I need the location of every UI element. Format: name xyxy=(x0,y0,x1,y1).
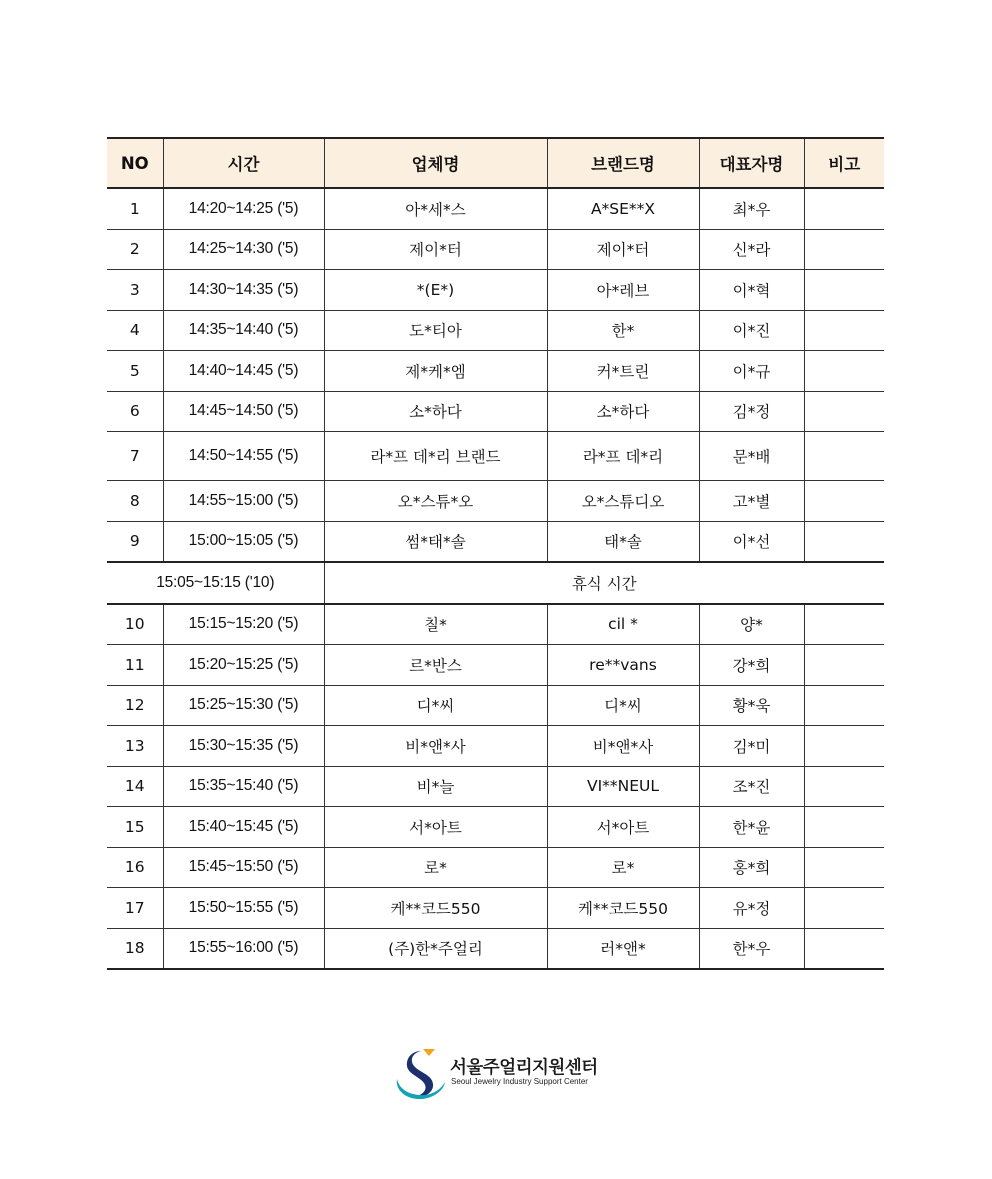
table-row xyxy=(107,928,884,969)
cell-brand: 태*솔 xyxy=(547,521,699,562)
header-brand: 브랜드명 xyxy=(547,138,699,188)
cell-brand: 소*하다 xyxy=(547,391,699,432)
cell-brand: 제이*터 xyxy=(547,229,699,270)
cell-company: 썸*태*솔 xyxy=(324,521,547,562)
cell-no: 10 xyxy=(107,604,163,645)
cell-note xyxy=(804,432,884,481)
s-stroke-shape xyxy=(407,1051,433,1097)
cell-no: 3 xyxy=(107,270,163,311)
logo-name-ko: 서울주얼리지원센터 xyxy=(450,1058,598,1078)
table-row xyxy=(107,888,884,929)
table-row xyxy=(107,229,884,270)
cell-note xyxy=(804,766,884,807)
cell-time: 15:30~15:35 ('5) xyxy=(163,726,324,767)
cell-no: 5 xyxy=(107,351,163,392)
cell-note xyxy=(804,521,884,562)
cell-company: 제*케*엠 xyxy=(324,351,547,392)
cell-ceo: 김*정 xyxy=(699,391,804,432)
table-row xyxy=(107,521,884,562)
cell-company: 비*늘 xyxy=(324,766,547,807)
table-row xyxy=(107,351,884,392)
table-row xyxy=(107,847,884,888)
table-row xyxy=(107,726,884,767)
cell-ceo: 유*정 xyxy=(699,888,804,929)
cell-time: 14:35~14:40 ('5) xyxy=(163,310,324,351)
cell-ceo: 이*진 xyxy=(699,310,804,351)
cell-ceo: 이*선 xyxy=(699,521,804,562)
table-row xyxy=(107,807,884,848)
cell-brand: re**vans xyxy=(547,645,699,686)
table-row xyxy=(107,432,884,481)
swoosh-shape xyxy=(397,1079,445,1099)
table-row xyxy=(107,188,884,229)
cell-time: 15:35~15:40 ('5) xyxy=(163,766,324,807)
cell-no: 11 xyxy=(107,645,163,686)
cell-company: 아*세*스 xyxy=(324,188,547,229)
cell-company: 소*하다 xyxy=(324,391,547,432)
cell-ceo: 문*배 xyxy=(699,432,804,481)
table-row xyxy=(107,766,884,807)
cell-company: 로* xyxy=(324,847,547,888)
break-label: 휴식 시간 xyxy=(324,562,884,604)
cell-note xyxy=(804,188,884,229)
cell-time: 14:30~14:35 ('5) xyxy=(163,270,324,311)
cell-time: 15:50~15:55 ('5) xyxy=(163,888,324,929)
cell-note xyxy=(804,645,884,686)
cell-company: 케**코드550 xyxy=(324,888,547,929)
center-logo xyxy=(394,1044,614,1102)
cell-time: 14:40~14:45 ('5) xyxy=(163,351,324,392)
cell-no: 18 xyxy=(107,928,163,969)
cell-note xyxy=(804,351,884,392)
cell-time: 15:25~15:30 ('5) xyxy=(163,685,324,726)
cell-time: 15:40~15:45 ('5) xyxy=(163,807,324,848)
cell-no: 16 xyxy=(107,847,163,888)
table-row xyxy=(107,270,884,311)
cell-no: 12 xyxy=(107,685,163,726)
cell-company: 라*프 데*리 브랜드 xyxy=(324,432,547,481)
cell-brand: 라*프 데*리 xyxy=(547,432,699,481)
header-time: 시간 xyxy=(163,138,324,188)
cell-no: 9 xyxy=(107,521,163,562)
cell-time: 14:55~15:00 ('5) xyxy=(163,481,324,522)
header-row xyxy=(107,138,884,188)
cell-time: 14:20~14:25 ('5) xyxy=(163,188,324,229)
cell-ceo: 최*우 xyxy=(699,188,804,229)
cell-ceo: 이*혁 xyxy=(699,270,804,311)
table-row xyxy=(107,604,884,645)
cell-no: 6 xyxy=(107,391,163,432)
cell-brand: 한* xyxy=(547,310,699,351)
cell-brand: 비*앤*사 xyxy=(547,726,699,767)
cell-brand: 러*앤* xyxy=(547,928,699,969)
cell-company: 제이*터 xyxy=(324,229,547,270)
cell-brand: A*SE**X xyxy=(547,188,699,229)
cell-ceo: 홍*희 xyxy=(699,847,804,888)
cell-brand: 케**코드550 xyxy=(547,888,699,929)
cell-no: 4 xyxy=(107,310,163,351)
cell-ceo: 조*진 xyxy=(699,766,804,807)
table-row xyxy=(107,645,884,686)
table-row xyxy=(107,685,884,726)
cell-no: 13 xyxy=(107,726,163,767)
jewelry-s-logo-icon xyxy=(394,1044,450,1102)
cell-company: 서*아트 xyxy=(324,807,547,848)
schedule-rows-after-break xyxy=(107,604,884,970)
cell-note xyxy=(804,847,884,888)
cell-note xyxy=(804,928,884,969)
cell-time: 15:00~15:05 ('5) xyxy=(163,521,324,562)
cell-ceo: 강*희 xyxy=(699,645,804,686)
cell-note xyxy=(804,726,884,767)
cell-ceo: 황*욱 xyxy=(699,685,804,726)
cell-no: 2 xyxy=(107,229,163,270)
schedule-rows-before-break xyxy=(107,188,884,562)
cell-no: 14 xyxy=(107,766,163,807)
cell-no: 8 xyxy=(107,481,163,522)
cell-company: 르*반스 xyxy=(324,645,547,686)
table-row xyxy=(107,481,884,522)
cell-time: 15:55~16:00 ('5) xyxy=(163,928,324,969)
cell-note xyxy=(804,888,884,929)
cell-ceo: 양* xyxy=(699,604,804,645)
cell-note xyxy=(804,481,884,522)
cell-note xyxy=(804,310,884,351)
cell-company: *(E*) xyxy=(324,270,547,311)
cell-time: 14:45~14:50 ('5) xyxy=(163,391,324,432)
cell-company: 비*앤*사 xyxy=(324,726,547,767)
table-row xyxy=(107,310,884,351)
cell-brand: 아*레브 xyxy=(547,270,699,311)
cell-note xyxy=(804,391,884,432)
cell-brand: VI**NEUL xyxy=(547,766,699,807)
cell-company: 도*티아 xyxy=(324,310,547,351)
cell-no: 15 xyxy=(107,807,163,848)
header-ceo: 대표자명 xyxy=(699,138,804,188)
header-no: NO xyxy=(107,138,163,188)
cell-company: (주)한*주얼리 xyxy=(324,928,547,969)
cell-brand: 커*트린 xyxy=(547,351,699,392)
cell-note xyxy=(804,807,884,848)
cell-time: 15:20~15:25 ('5) xyxy=(163,645,324,686)
cell-time: 15:45~15:50 ('5) xyxy=(163,847,324,888)
cell-no: 17 xyxy=(107,888,163,929)
cell-ceo: 이*규 xyxy=(699,351,804,392)
cell-time: 14:50~14:55 ('5) xyxy=(163,432,324,481)
break-row xyxy=(107,562,884,604)
schedule-table xyxy=(107,137,884,970)
cell-company: 디*씨 xyxy=(324,685,547,726)
logo-name-en: Seoul Jewelry Industry Support Center xyxy=(451,1077,588,1086)
header-note: 비고 xyxy=(804,138,884,188)
cell-brand: cil * xyxy=(547,604,699,645)
gem-icon xyxy=(423,1049,435,1056)
cell-ceo: 고*별 xyxy=(699,481,804,522)
cell-company: 칠* xyxy=(324,604,547,645)
cell-company: 오*스튜*오 xyxy=(324,481,547,522)
break-time: 15:05~15:15 ('10) xyxy=(107,562,324,604)
cell-time: 14:25~14:30 ('5) xyxy=(163,229,324,270)
cell-no: 1 xyxy=(107,188,163,229)
cell-ceo: 한*윤 xyxy=(699,807,804,848)
cell-time: 15:15~15:20 ('5) xyxy=(163,604,324,645)
cell-note xyxy=(804,604,884,645)
cell-ceo: 김*미 xyxy=(699,726,804,767)
cell-note xyxy=(804,270,884,311)
cell-brand: 로* xyxy=(547,847,699,888)
cell-ceo: 신*라 xyxy=(699,229,804,270)
cell-ceo: 한*우 xyxy=(699,928,804,969)
cell-note xyxy=(804,229,884,270)
cell-no: 7 xyxy=(107,432,163,481)
cell-note xyxy=(804,685,884,726)
cell-brand: 서*아트 xyxy=(547,807,699,848)
cell-brand: 오*스튜디오 xyxy=(547,481,699,522)
header-company: 업체명 xyxy=(324,138,547,188)
table-row xyxy=(107,391,884,432)
cell-brand: 디*씨 xyxy=(547,685,699,726)
